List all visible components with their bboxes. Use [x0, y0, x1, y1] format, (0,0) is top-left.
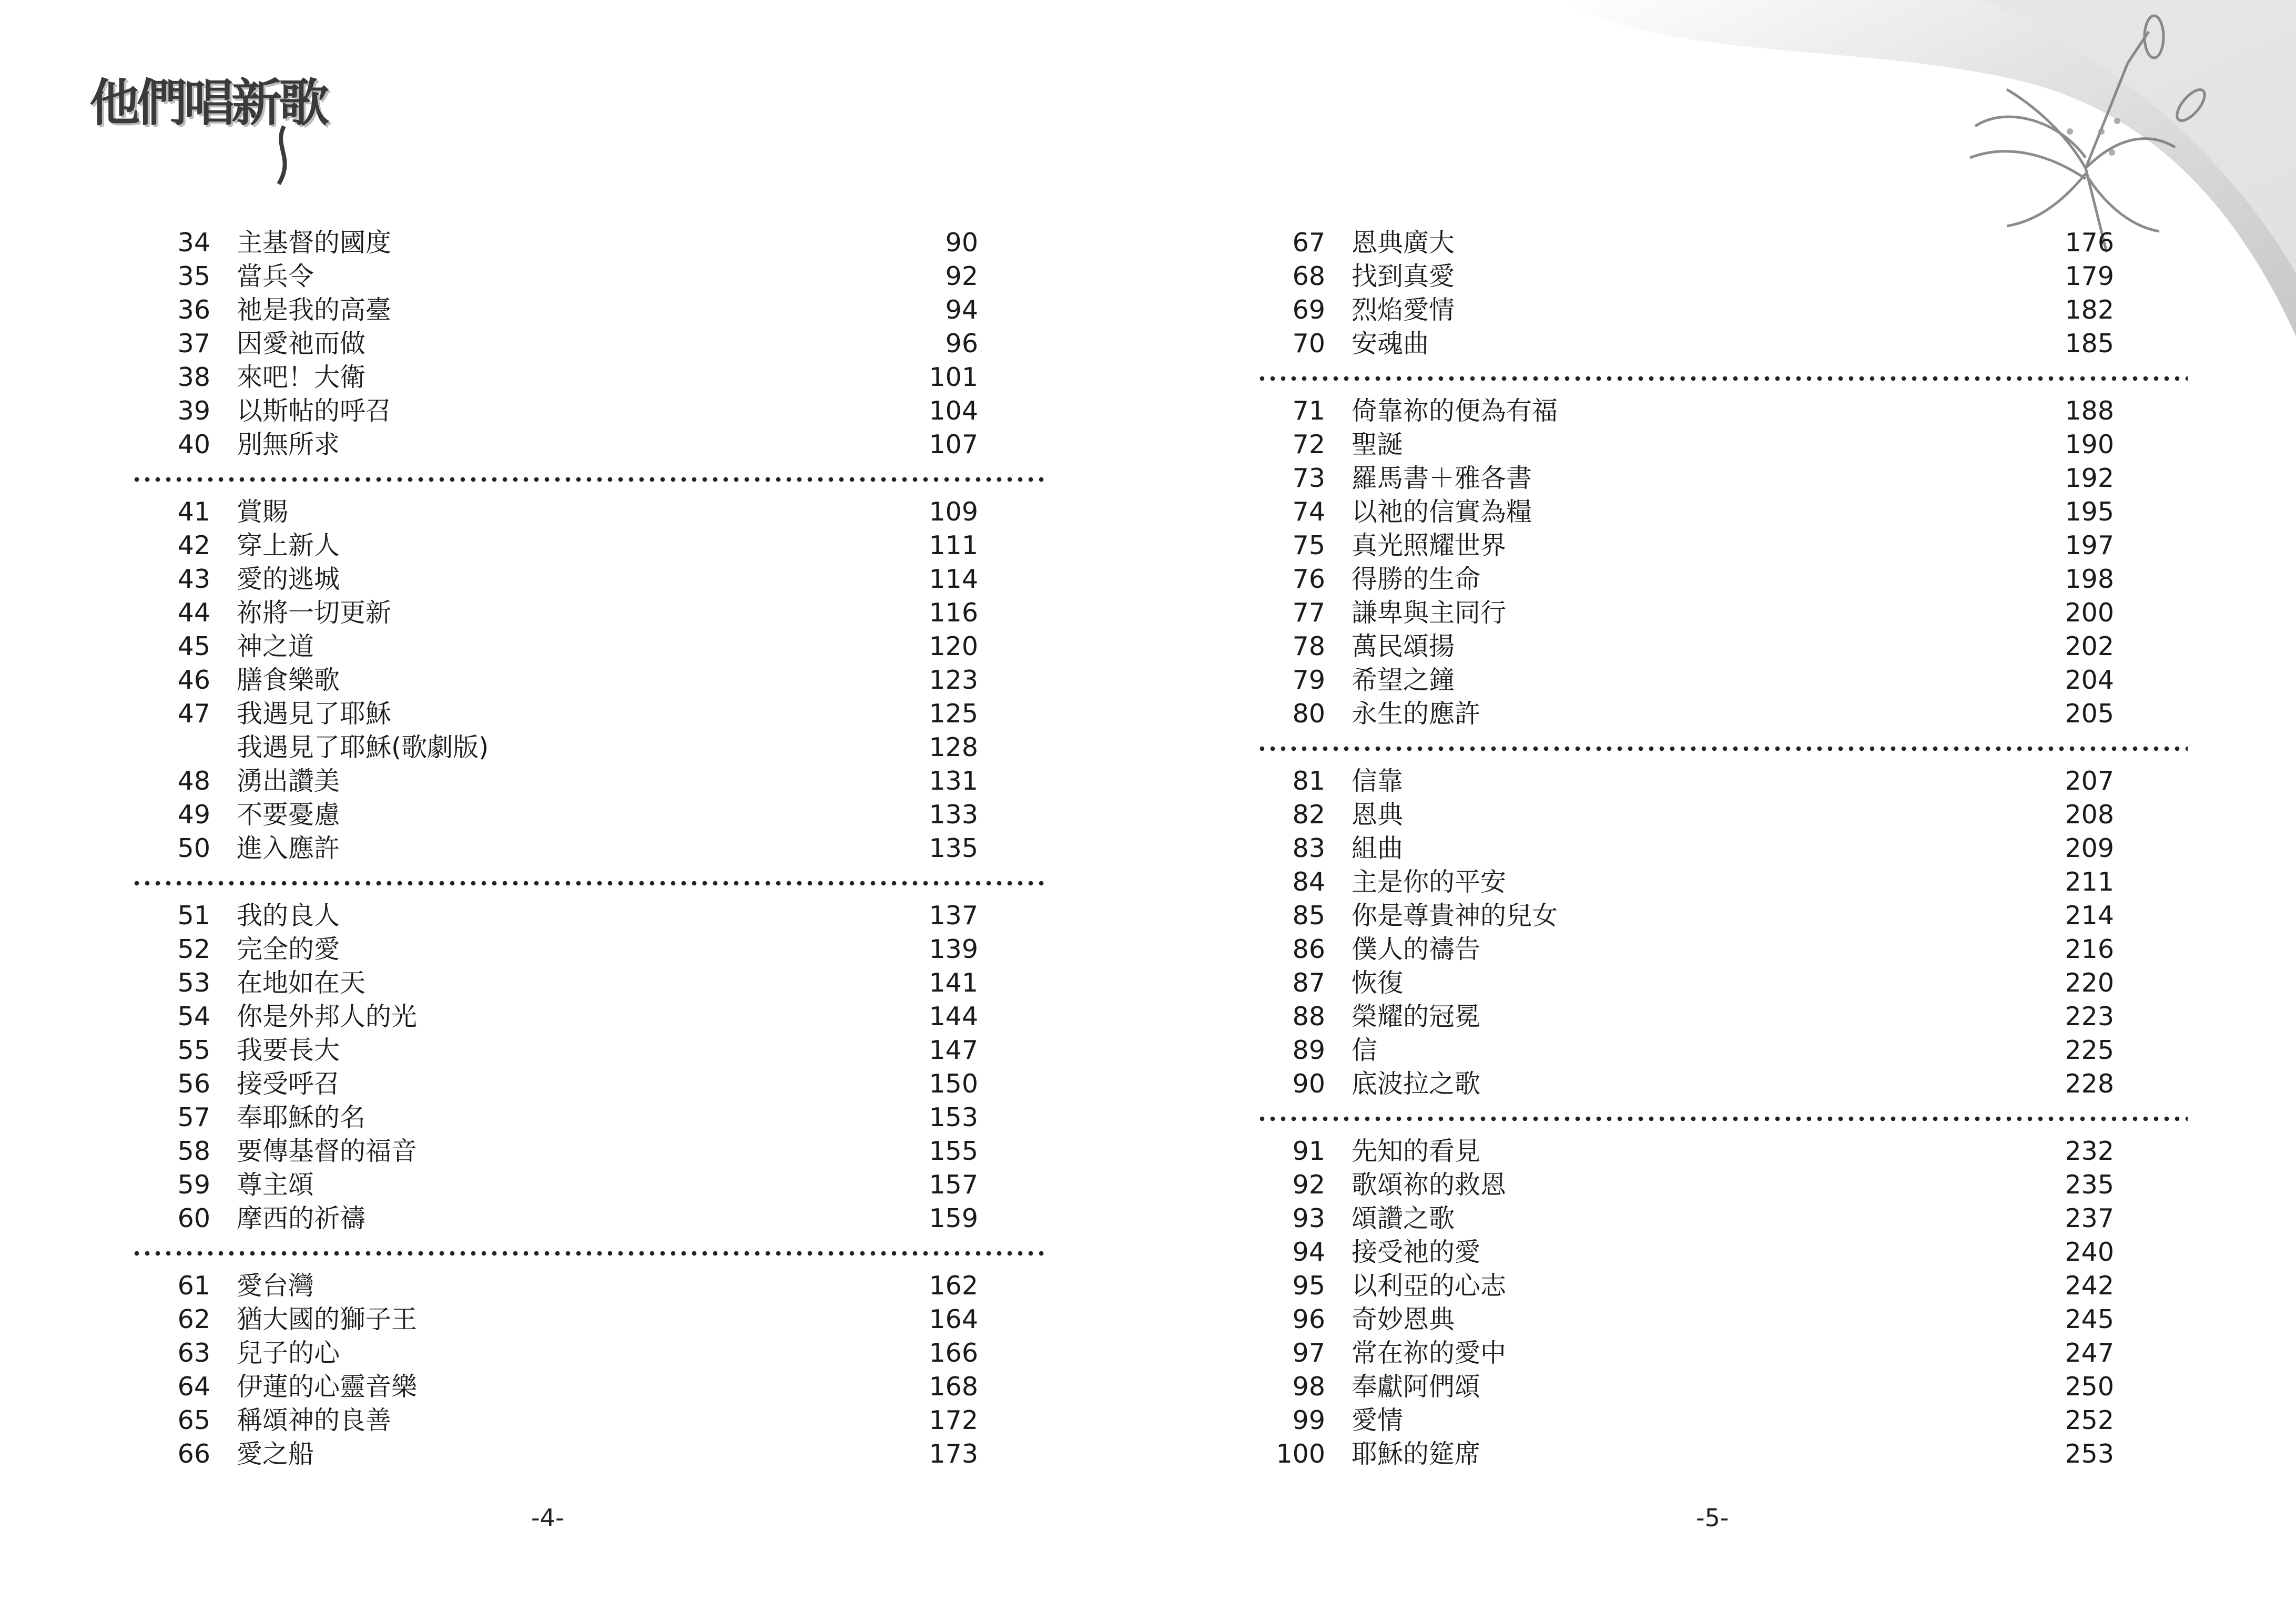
- entry-number: 59: [177, 1170, 210, 1200]
- entry-title: 頌讚之歌: [1352, 1203, 1455, 1233]
- entry-title: 愛之船: [237, 1439, 314, 1469]
- entry-number: 51: [177, 901, 210, 931]
- entry-number: 45: [177, 631, 210, 661]
- entry-number: 52: [177, 934, 210, 964]
- dotted-separator: [126, 865, 1052, 899]
- entry-page: 242: [2065, 1271, 2114, 1301]
- entry-title: 接受呼召: [237, 1069, 340, 1099]
- entry-number: 66: [177, 1439, 210, 1469]
- entry-title: 主是你的平安: [1352, 867, 1507, 897]
- entry-title: 耶穌的筵席: [1352, 1439, 1481, 1469]
- entry-number: 71: [1292, 396, 1325, 426]
- entry-page: 141: [929, 968, 978, 998]
- entry-number: 75: [1292, 530, 1325, 560]
- entry-number: 47: [177, 699, 210, 729]
- entry-number: 100: [1276, 1439, 1325, 1469]
- entry-number: 95: [1292, 1271, 1325, 1301]
- entry-page: 153: [929, 1102, 978, 1132]
- entry-page: 128: [929, 732, 978, 762]
- entry-page: 155: [929, 1136, 978, 1166]
- toc-entry[interactable]: [1241, 1370, 2167, 1404]
- entry-title: 完全的愛: [237, 934, 340, 964]
- entry-title: 我的良人: [237, 901, 340, 931]
- entry-number: 41: [177, 497, 210, 527]
- entry-title: 安魂曲: [1352, 329, 1429, 359]
- entry-number: 89: [1292, 1035, 1325, 1065]
- separator-dots: [1257, 746, 2188, 752]
- entry-title: 要傳基督的福音: [237, 1136, 418, 1166]
- entry-number: 91: [1292, 1136, 1325, 1166]
- entry-title: 先知的看見: [1352, 1136, 1481, 1166]
- entry-number: 70: [1292, 329, 1325, 359]
- toc-entry[interactable]: [126, 563, 1052, 596]
- entry-page: 204: [2065, 665, 2114, 695]
- entry-number: 57: [177, 1102, 210, 1132]
- entry-title: 穿上新人: [237, 530, 340, 560]
- toc-entry[interactable]: [1241, 798, 2167, 832]
- toc-entry[interactable]: [1241, 226, 2167, 260]
- entry-number: 35: [177, 261, 210, 291]
- entry-title: 兒子的心: [237, 1338, 340, 1368]
- toc-entry[interactable]: [1241, 596, 2167, 630]
- toc-entry[interactable]: [126, 899, 1052, 933]
- toc-entry[interactable]: [126, 327, 1052, 361]
- toc-entry[interactable]: [1241, 260, 2167, 293]
- entry-page: 157: [929, 1170, 978, 1200]
- entry-title: 恩典: [1352, 800, 1404, 830]
- toc-entry[interactable]: [1241, 1404, 2167, 1437]
- separator-dots: [1257, 1116, 2188, 1122]
- entry-title: 我要長大: [237, 1035, 340, 1065]
- entry-page: 92: [945, 261, 978, 291]
- entry-number: 98: [1292, 1372, 1325, 1402]
- entry-page: 197: [2065, 530, 2114, 560]
- entry-title: 主基督的國度: [237, 228, 392, 258]
- entry-number: 85: [1292, 901, 1325, 931]
- entry-page: 131: [929, 766, 978, 796]
- entry-page: 192: [2065, 463, 2114, 493]
- logo-text: 他們唱新歌: [89, 73, 326, 132]
- entry-number: 78: [1292, 631, 1325, 661]
- entry-page: 90: [945, 228, 978, 258]
- entry-page: 202: [2065, 631, 2114, 661]
- entry-number: 63: [177, 1338, 210, 1368]
- entry-page: 205: [2065, 699, 2114, 729]
- entry-title: 組曲: [1352, 833, 1404, 863]
- entry-number: 67: [1292, 228, 1325, 258]
- entry-page: 125: [929, 699, 978, 729]
- entry-title: 湧出讚美: [237, 766, 340, 796]
- entry-title: 祂是我的高臺: [237, 295, 392, 325]
- toc-entry[interactable]: [1241, 1437, 2167, 1471]
- entry-title: 愛台灣: [237, 1271, 314, 1301]
- toc-entry[interactable]: [1241, 1236, 2167, 1269]
- entry-number: 62: [177, 1304, 210, 1334]
- entry-number: 61: [177, 1271, 210, 1301]
- entry-title: 別無所求: [237, 430, 340, 460]
- entry-title: 羅馬書＋雅各書: [1352, 463, 1532, 493]
- entry-number: 48: [177, 766, 210, 796]
- entry-title: 恢復: [1352, 968, 1404, 998]
- toc-entry[interactable]: [126, 1034, 1052, 1067]
- entry-number: 44: [177, 598, 210, 628]
- entry-title: 萬民頌揚: [1352, 631, 1455, 661]
- separator-dots: [131, 880, 1047, 886]
- toc-entry[interactable]: [126, 1202, 1052, 1236]
- entry-page: 209: [2065, 833, 2114, 863]
- entry-number: 99: [1292, 1405, 1325, 1435]
- toc-entry[interactable]: [126, 1000, 1052, 1034]
- entry-number: 50: [177, 833, 210, 863]
- entry-title: 當兵令: [237, 261, 314, 291]
- entry-number: 79: [1292, 665, 1325, 695]
- toc-entry[interactable]: [1241, 764, 2167, 798]
- entry-title: 來吧！大衛: [237, 362, 366, 392]
- entry-title: 稱頌神的良善: [237, 1405, 392, 1435]
- entry-page: 123: [929, 665, 978, 695]
- entry-page: 198: [2065, 564, 2114, 594]
- book-logo: [89, 63, 337, 189]
- entry-number: 80: [1292, 699, 1325, 729]
- toc-entry[interactable]: [1241, 495, 2167, 529]
- toc-entry[interactable]: [1241, 630, 2167, 663]
- entry-title: 以祂的信實為糧: [1352, 497, 1532, 527]
- entry-page: 211: [2065, 867, 2114, 897]
- toc-entry[interactable]: [1241, 899, 2167, 933]
- entry-title: 烈焰愛情: [1352, 295, 1455, 325]
- separator-dots: [131, 1250, 1047, 1257]
- entry-number: 74: [1292, 497, 1325, 527]
- toc-entry[interactable]: [1241, 428, 2167, 462]
- entry-title: 聖誕: [1352, 430, 1404, 460]
- toc-entry[interactable]: [1241, 1034, 2167, 1067]
- toc-entry[interactable]: [1241, 1067, 2167, 1101]
- separator-dots: [131, 476, 1047, 483]
- entry-number: 72: [1292, 430, 1325, 460]
- entry-number: 43: [177, 564, 210, 594]
- entry-number: 68: [1292, 261, 1325, 291]
- toc-entry[interactable]: [126, 630, 1052, 663]
- entry-number: 97: [1292, 1338, 1325, 1368]
- entry-title: 永生的應許: [1352, 699, 1481, 729]
- toc-entry[interactable]: [126, 361, 1052, 394]
- entry-title: 因愛祂而做: [237, 329, 366, 359]
- entry-number: 65: [177, 1405, 210, 1435]
- entry-number: 36: [177, 295, 210, 325]
- entry-page: 114: [929, 564, 978, 594]
- entry-number: 42: [177, 530, 210, 560]
- entry-page: 107: [929, 430, 978, 460]
- entry-number: 86: [1292, 934, 1325, 964]
- toc-entry[interactable]: [1241, 1202, 2167, 1236]
- toc-entry[interactable]: [126, 596, 1052, 630]
- entry-page: 135: [929, 833, 978, 863]
- entry-page: 176: [2065, 228, 2114, 258]
- entry-page: 195: [2065, 497, 2114, 527]
- entry-title: 摩西的祈禱: [237, 1203, 366, 1233]
- entry-page: 96: [945, 329, 978, 359]
- toc-entry[interactable]: [126, 1067, 1052, 1101]
- entry-number: 37: [177, 329, 210, 359]
- entry-title: 奉耶穌的名: [237, 1102, 366, 1132]
- entry-title: 接受祂的愛: [1352, 1237, 1481, 1267]
- entry-number: 77: [1292, 598, 1325, 628]
- toc-entry[interactable]: [126, 1269, 1052, 1303]
- entry-page: 168: [929, 1372, 978, 1402]
- entry-page: 252: [2065, 1405, 2114, 1435]
- entry-title: 以斯帖的呼召: [237, 396, 392, 426]
- entry-title: 愛情: [1352, 1405, 1404, 1435]
- entry-title: 我遇見了耶穌: [237, 699, 392, 729]
- entry-title: 不要憂慮: [237, 800, 340, 830]
- toc-entry[interactable]: [126, 226, 1052, 260]
- dotted-separator: [1241, 361, 2167, 394]
- entry-page: 144: [929, 1002, 978, 1032]
- entry-page: 162: [929, 1271, 978, 1301]
- toc-entry[interactable]: [126, 933, 1052, 966]
- entry-page: 179: [2065, 261, 2114, 291]
- entry-title: 祢將一切更新: [237, 598, 392, 628]
- entry-page: 232: [2065, 1136, 2114, 1166]
- entry-number: 87: [1292, 968, 1325, 998]
- entry-page: 147: [929, 1035, 978, 1065]
- entry-page: 220: [2065, 968, 2114, 998]
- toc-entry[interactable]: [1241, 563, 2167, 596]
- entry-page: 237: [2065, 1203, 2114, 1233]
- entry-page: 208: [2065, 800, 2114, 830]
- toc-entry[interactable]: [1241, 663, 2167, 697]
- entry-number: 49: [177, 800, 210, 830]
- toc-entry[interactable]: [1241, 293, 2167, 327]
- entry-number: 76: [1292, 564, 1325, 594]
- entry-page: 185: [2065, 329, 2114, 359]
- entry-page: 182: [2065, 295, 2114, 325]
- entry-number: 73: [1292, 463, 1325, 493]
- entry-title: 信: [1352, 1035, 1378, 1065]
- toc-entry[interactable]: [126, 1370, 1052, 1404]
- entry-page: 216: [2065, 934, 2114, 964]
- toc-entry[interactable]: [1241, 1135, 2167, 1168]
- entry-page: 172: [929, 1405, 978, 1435]
- entry-number: 60: [177, 1203, 210, 1233]
- entry-page: 150: [929, 1069, 978, 1099]
- entry-number: 34: [177, 228, 210, 258]
- entry-title: 真光照耀世界: [1352, 530, 1507, 560]
- toc-entry[interactable]: [1241, 394, 2167, 428]
- toc-entry[interactable]: [126, 697, 1052, 731]
- toc-left-column: [126, 226, 1052, 1471]
- toc-right-column: [1241, 226, 2167, 1471]
- dotted-separator: [1241, 1101, 2167, 1135]
- entry-title: 尊主頌: [237, 1170, 314, 1200]
- logo-swash: [252, 121, 316, 189]
- entry-number: 92: [1292, 1170, 1325, 1200]
- entry-title: 膳食樂歌: [237, 665, 340, 695]
- entry-number: 56: [177, 1069, 210, 1099]
- entry-page: 139: [929, 934, 978, 964]
- entry-page: 133: [929, 800, 978, 830]
- entry-title: 愛的逃城: [237, 564, 340, 594]
- entry-title: 奉獻阿們頌: [1352, 1372, 1481, 1402]
- entry-page: 173: [929, 1439, 978, 1469]
- toc-entry[interactable]: [126, 495, 1052, 529]
- entry-page: 94: [945, 295, 978, 325]
- entry-number: 64: [177, 1372, 210, 1402]
- entry-number: 81: [1292, 766, 1325, 796]
- separator-dots: [1257, 375, 2188, 382]
- entry-number: 40: [177, 430, 210, 460]
- entry-title: 你是尊貴神的兒女: [1352, 901, 1558, 931]
- toc-entry[interactable]: [126, 394, 1052, 428]
- entry-title: 我遇見了耶穌(歌劇版): [237, 732, 489, 762]
- toc-entry[interactable]: [1241, 327, 2167, 361]
- entry-number: 46: [177, 665, 210, 695]
- entry-title: 榮耀的冠冕: [1352, 1002, 1481, 1032]
- entry-title: 奇妙恩典: [1352, 1304, 1455, 1334]
- entry-title: 賞賜: [237, 497, 289, 527]
- toc-entry[interactable]: [126, 428, 1052, 462]
- entry-title: 僕人的禱告: [1352, 934, 1481, 964]
- entry-title: 神之道: [237, 631, 314, 661]
- entry-number: 96: [1292, 1304, 1325, 1334]
- entry-page: 214: [2065, 901, 2114, 931]
- entry-title: 底波拉之歌: [1352, 1069, 1481, 1099]
- toc-entry[interactable]: [1241, 1336, 2167, 1370]
- entry-number: 88: [1292, 1002, 1325, 1032]
- entry-title: 找到真愛: [1352, 261, 1455, 291]
- entry-title: 在地如在天: [237, 968, 366, 998]
- entry-page: 250: [2065, 1372, 2114, 1402]
- entry-number: 53: [177, 968, 210, 998]
- page-number-left: -4-: [531, 1504, 564, 1532]
- entry-number: 83: [1292, 833, 1325, 863]
- entry-page: 116: [929, 598, 978, 628]
- entry-title: 常在祢的愛中: [1352, 1338, 1507, 1368]
- entry-page: 235: [2065, 1170, 2114, 1200]
- entry-number: 54: [177, 1002, 210, 1032]
- entry-number: 82: [1292, 800, 1325, 830]
- entry-page: 245: [2065, 1304, 2114, 1334]
- entry-page: 101: [929, 362, 978, 392]
- entry-title: 猶大國的獅子王: [237, 1304, 418, 1334]
- toc-entry[interactable]: [126, 966, 1052, 1000]
- entry-title: 謙卑與主同行: [1352, 598, 1507, 628]
- entry-title: 伊蓮的心靈音樂: [237, 1372, 418, 1402]
- toc-entry[interactable]: [1241, 462, 2167, 495]
- toc-entry[interactable]: [126, 1303, 1052, 1336]
- entry-title: 歌頌祢的救恩: [1352, 1170, 1507, 1200]
- toc-entry[interactable]: [126, 1101, 1052, 1135]
- entry-title: 進入應許: [237, 833, 340, 863]
- entry-page: 240: [2065, 1237, 2114, 1267]
- toc-entry[interactable]: [1241, 529, 2167, 563]
- entry-number: 55: [177, 1035, 210, 1065]
- entry-page: 190: [2065, 430, 2114, 460]
- toc-entry[interactable]: [126, 1168, 1052, 1202]
- toc-entry[interactable]: [1241, 832, 2167, 865]
- toc-entry[interactable]: [1241, 1269, 2167, 1303]
- entry-page: 207: [2065, 766, 2114, 796]
- toc-entry[interactable]: [126, 1135, 1052, 1168]
- entry-page: 120: [929, 631, 978, 661]
- dotted-separator: [1241, 731, 2167, 764]
- entry-number: 38: [177, 362, 210, 392]
- entry-page: 159: [929, 1203, 978, 1233]
- entry-number: 90: [1292, 1069, 1325, 1099]
- entry-page: 223: [2065, 1002, 2114, 1032]
- page-number-right: -5-: [1696, 1504, 1729, 1532]
- entry-page: 166: [929, 1338, 978, 1368]
- entry-page: 111: [929, 530, 978, 560]
- toc-entry[interactable]: [126, 731, 1052, 764]
- entry-page: 104: [929, 396, 978, 426]
- toc-entry[interactable]: [1241, 697, 2167, 731]
- toc-entry[interactable]: [1241, 865, 2167, 899]
- entry-page: 225: [2065, 1035, 2114, 1065]
- entry-title: 得勝的生命: [1352, 564, 1481, 594]
- entry-page: 200: [2065, 598, 2114, 628]
- toc-entry[interactable]: [126, 663, 1052, 697]
- entry-title: 恩典廣大: [1352, 228, 1455, 258]
- toc-entry[interactable]: [1241, 1168, 2167, 1202]
- entry-title: 信靠: [1352, 766, 1404, 796]
- entry-number: 94: [1292, 1237, 1325, 1267]
- toc-entry[interactable]: [1241, 933, 2167, 966]
- entry-page: 228: [2065, 1069, 2114, 1099]
- entry-number: 93: [1292, 1203, 1325, 1233]
- toc-entry[interactable]: [126, 1336, 1052, 1370]
- entry-page: 164: [929, 1304, 978, 1334]
- entry-number: 84: [1292, 867, 1325, 897]
- entry-page: 247: [2065, 1338, 2114, 1368]
- toc-entry[interactable]: [126, 798, 1052, 832]
- entry-title: 希望之鐘: [1352, 665, 1455, 695]
- toc-entry[interactable]: [126, 1404, 1052, 1437]
- toc-entry[interactable]: [126, 832, 1052, 865]
- toc-entry[interactable]: [126, 293, 1052, 327]
- dotted-separator: [126, 462, 1052, 495]
- entry-page: 253: [2065, 1439, 2114, 1469]
- toc-entry[interactable]: [1241, 1303, 2167, 1336]
- dotted-separator: [126, 1236, 1052, 1269]
- entry-page: 188: [2065, 396, 2114, 426]
- entry-title: 倚靠祢的便為有福: [1352, 396, 1558, 426]
- toc-entry[interactable]: [1241, 1000, 2167, 1034]
- toc-entry[interactable]: [126, 529, 1052, 563]
- entry-number: 39: [177, 396, 210, 426]
- toc-entry[interactable]: [1241, 966, 2167, 1000]
- entry-page: 137: [929, 901, 978, 931]
- entry-number: 69: [1292, 295, 1325, 325]
- toc-entry[interactable]: [126, 1437, 1052, 1471]
- entry-title: 你是外邦人的光: [237, 1002, 418, 1032]
- entry-title: 以利亞的心志: [1352, 1271, 1507, 1301]
- entry-number: 58: [177, 1136, 210, 1166]
- toc-entry[interactable]: [126, 260, 1052, 293]
- entry-page: 109: [929, 497, 978, 527]
- toc-entry[interactable]: [126, 764, 1052, 798]
